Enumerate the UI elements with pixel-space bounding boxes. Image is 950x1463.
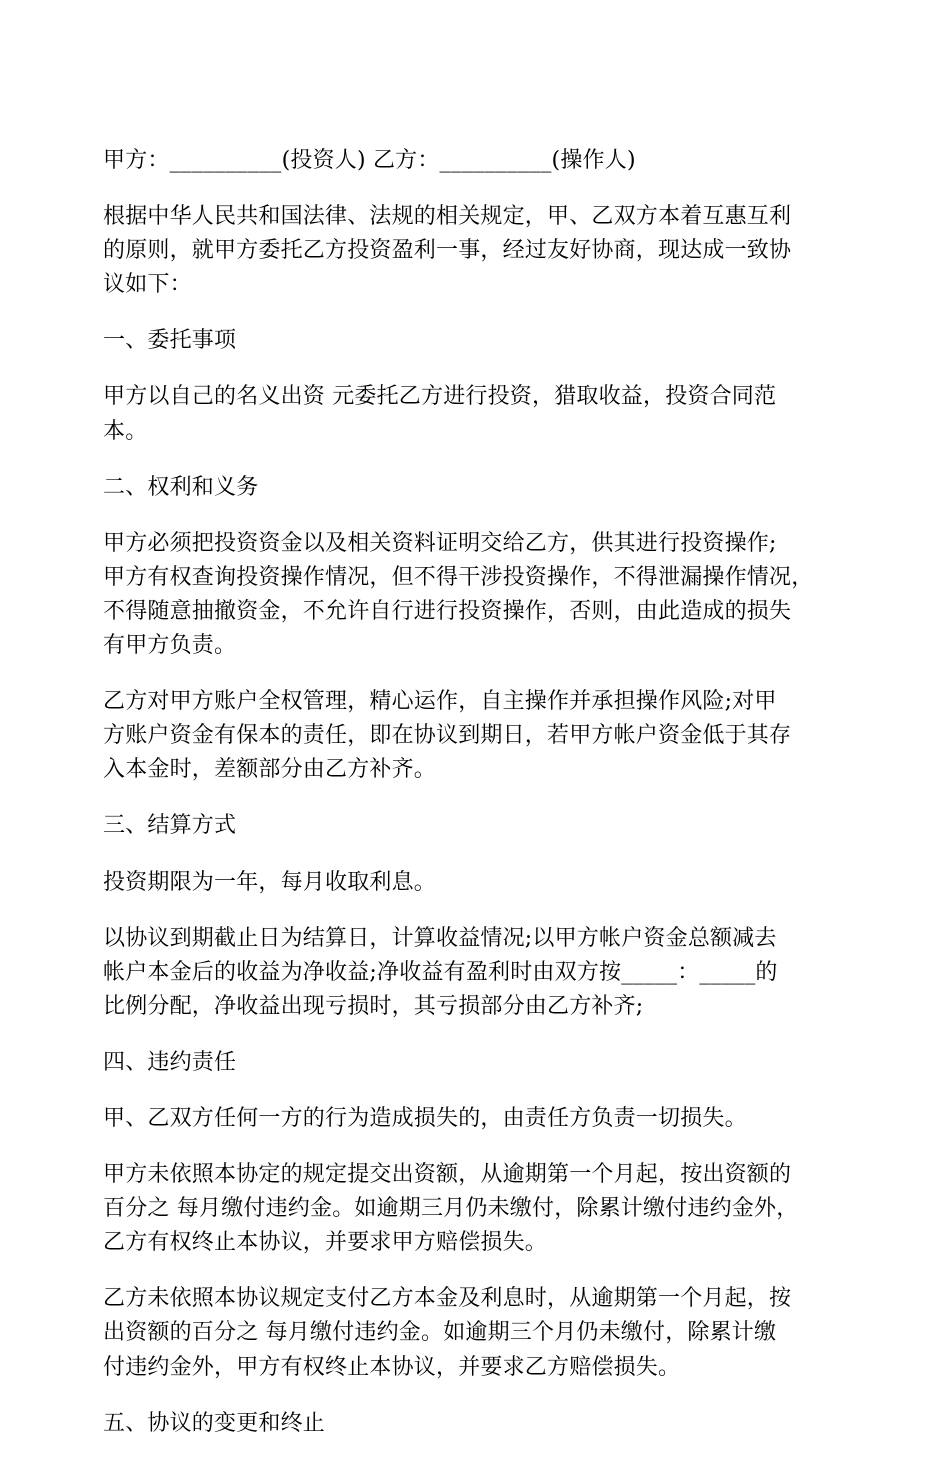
- section-1-paragraph: [103, 380, 863, 448]
- section-4-paragraph-1: [103, 1102, 863, 1136]
- intro-line: 的原则，就甲方委托乙方投资盈利一事，经过友好协商，现达成一致协: [103, 238, 792, 264]
- section-5-heading: 五、协议的变更和终止: [103, 1410, 326, 1436]
- paragraph-line: 甲方必须把投资资金以及相关资料证明交给乙方，供其进行投资操作;: [103, 530, 777, 556]
- document-body: [103, 144, 863, 1463]
- parties-text: 甲方：__________(投资人) 乙方：__________(操作人): [103, 148, 636, 173]
- intro-paragraph: [103, 200, 863, 302]
- parties-line: [103, 144, 863, 178]
- paragraph-line: 投资期限为一年，每月收取利息。: [103, 869, 437, 895]
- paragraph-line: 乙方有权终止本协议，并要求甲方赔偿损失。: [103, 1230, 548, 1256]
- section-3-heading: 三、结算方式: [103, 813, 237, 839]
- paragraph-line: 不得随意抽撤资金，不允许自行进行投资操作，否则，由此造成的损失: [103, 598, 792, 624]
- section-3-paragraph-2: [103, 922, 863, 1024]
- paragraph-line: 比例分配，净收益出现亏损时，其亏损部分由乙方补齐;: [103, 993, 644, 1019]
- intro-line: 议如下：: [103, 272, 192, 298]
- paragraph-line: 出资额的百分之 每月缴付违约金。如逾期三个月仍未缴付，除累计缴: [103, 1320, 777, 1346]
- section-1-heading: 一、委托事项: [103, 328, 237, 354]
- section-2-paragraph-1: [103, 527, 863, 663]
- paragraph-line: 方账户资金有保本的责任，即在协议到期日，若甲方帐户资金低于其存: [103, 723, 792, 749]
- paragraph-line: 入本金时，差额部分由乙方补齐。: [103, 757, 437, 783]
- paragraph-line: 百分之 每月缴付违约金。如逾期三月仍未缴付，除累计缴付违约金外，: [103, 1196, 799, 1222]
- section-4-paragraph-2: [103, 1158, 863, 1260]
- paragraph-line: 付违约金外，甲方有权终止本协议，并要求乙方赔偿损失。: [103, 1354, 681, 1380]
- paragraph-line: 帐户本金后的收益为净收益;净收益有盈利时由双方按_____：_____的: [103, 959, 778, 985]
- section-2-heading: 二、权利和义务: [103, 474, 259, 500]
- intro-line: 根据中华人民共和国法律、法规的相关规定，甲、乙双方本着互惠互利: [103, 204, 792, 230]
- paragraph-line: 甲、乙双方任何一方的行为造成损失的，由责任方负责一切损失。: [103, 1105, 747, 1131]
- paragraph-line: 甲方以自己的名义出资 元委托乙方进行投资，猎取收益，投资合同范: [103, 384, 777, 410]
- paragraph-line: 本。: [103, 418, 148, 444]
- paragraph-line: 有甲方负责。: [103, 633, 237, 659]
- paragraph-line: 乙方未依照本协议规定支付乙方本金及利息时，从逾期第一个月起，按: [103, 1286, 792, 1312]
- section-3-paragraph-1: [103, 866, 863, 900]
- section-2-paragraph-2: [103, 685, 863, 787]
- section-4-paragraph-3: [103, 1282, 863, 1384]
- paragraph-line: 以协议到期截止日为结算日，计算收益情况;以甲方帐户资金总额减去: [103, 925, 777, 951]
- paragraph-line: 甲方未依照本协定的规定提交出资额，从逾期第一个月起，按出资额的: [103, 1162, 792, 1188]
- paragraph-line: 甲方有权查询投资操作情况，但不得干涉投资操作，不得泄漏操作情况，: [103, 564, 814, 590]
- section-4-heading: 四、违约责任: [103, 1049, 237, 1075]
- paragraph-line: 乙方对甲方账户全权管理，精心运作，自主操作并承担操作风险;对甲: [103, 689, 777, 715]
